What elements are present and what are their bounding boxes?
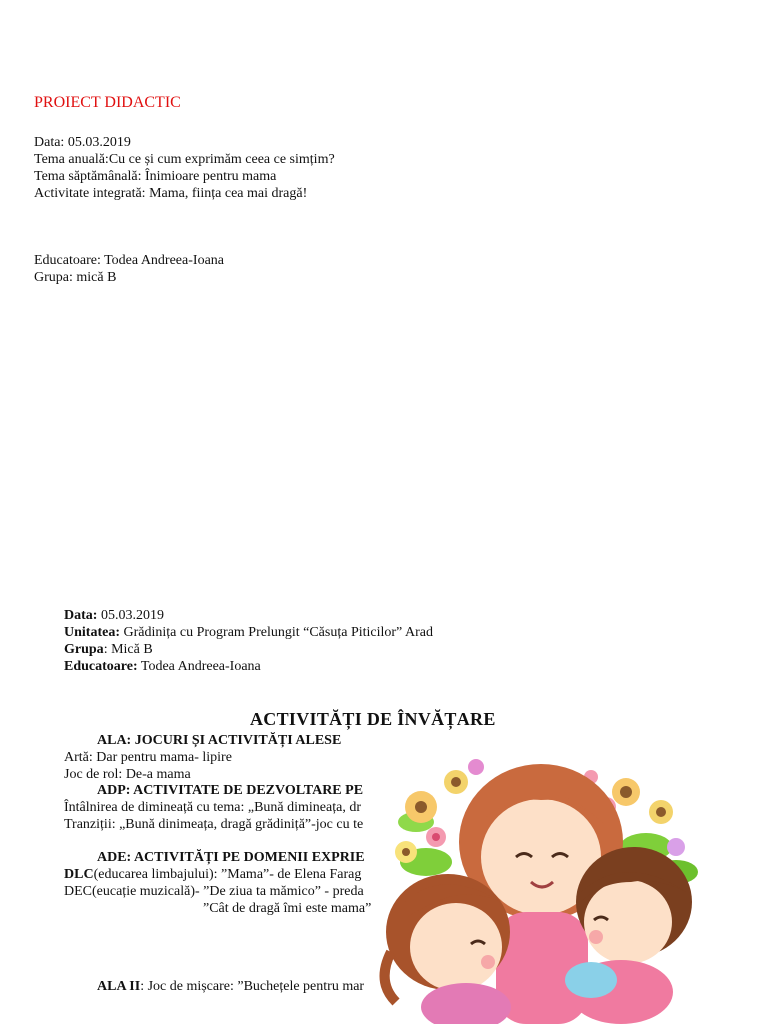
ade-title: ADE: ACTIVITĂȚI PE DOMENII EXPRIE (97, 850, 365, 865)
ala2-label: ALA II (97, 979, 141, 994)
ala-title: ALA: JOCURI ȘI ACTIVITĂȚI ALESE (97, 733, 342, 748)
ade-song-title: ”Cât de dragă îmi este mama” (203, 901, 372, 916)
cover-integrated-activity: Activitate integrată: Mama, ființa cea mai dragă! (34, 186, 308, 201)
ala-role-play: Joc de rol: De-a mama (64, 767, 191, 782)
ade-dlc-label: DLC (64, 867, 94, 882)
info-teacher-value: Todea Andreea-Ioana (137, 659, 261, 674)
ade-dlc (64, 867, 361, 883)
girl (385, 874, 511, 1024)
cover-teacher: Educatoare: Todea Andreea-Ioana (34, 253, 224, 268)
adp-transitions: Tranziții: „Bună dinimeața, dragă grădiniță”-joc cu te (64, 817, 364, 832)
info-group (64, 642, 153, 658)
info-date-value: 05.03.2019 (97, 608, 164, 623)
info-date (64, 608, 164, 624)
cover-annual-theme: Tema anuală:Cu ce și cum exprimăm ceea ce simțim? (34, 152, 335, 167)
info-group-value: : Mică B (103, 642, 153, 657)
adp-morning-meeting: Întâlnirea de dimineață cu tema: „Bună dimineața, dr (64, 800, 361, 815)
info-unit-value: Grădinița cu Program Prelungit “Căsuța Piticilor” Arad (120, 625, 433, 640)
info-group-label: Grupa (64, 642, 104, 657)
cover-date: Data: 05.03.2019 (34, 135, 131, 150)
info-teacher-label: Educatoare: (64, 659, 138, 674)
cover-weekly-theme: Tema săptămânală: Înimioare pentru mama (34, 169, 277, 184)
info-unit (64, 625, 433, 641)
ala-art: Artă: Dar pentru mama- lipire (64, 750, 232, 765)
adp-title: ADP: ACTIVITATE DE DEZVOLTARE PE (97, 783, 364, 798)
ade-dec: DEC(eucație muzicală)- ”De ziua ta mămico” - preda (64, 884, 364, 899)
cover-group: Grupa: mică B (34, 270, 117, 285)
section-heading: ACTIVITĂȚI DE ÎNVĂȚARE (250, 709, 496, 729)
info-date-label: Data: (64, 608, 98, 623)
ala2-line (97, 979, 364, 995)
info-teacher (64, 659, 261, 675)
ala2-value: : Joc de mișcare: ”Buchețele pentru mar (140, 979, 365, 994)
info-unit-label: Unitatea: (64, 625, 120, 640)
document-title: PROIECT DIDACTIC (34, 94, 181, 111)
ade-dlc-value: (educarea limbajului): ”Mama”- de Elena Farag (93, 867, 362, 882)
mother-children-illustration (376, 752, 706, 1024)
